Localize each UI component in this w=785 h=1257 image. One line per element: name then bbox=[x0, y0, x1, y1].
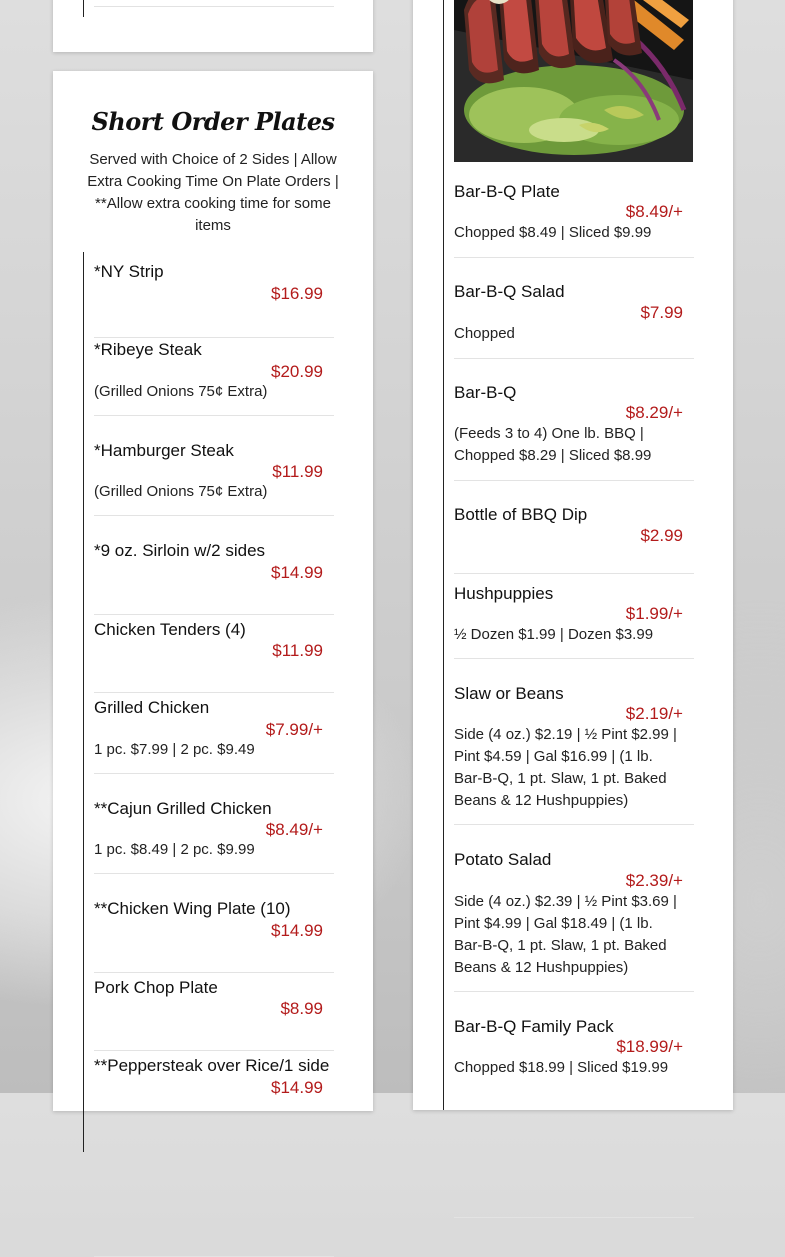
short-order-plates-card bbox=[53, 71, 373, 1111]
item-separator bbox=[94, 1050, 334, 1051]
item-separator bbox=[454, 991, 694, 992]
menu-item-price: $11.99 bbox=[272, 641, 323, 660]
menu-item-description: Chopped bbox=[454, 325, 515, 342]
menu-item-price: $7.99 bbox=[640, 303, 683, 322]
menu-item-price: $2.19/+ bbox=[625, 704, 683, 723]
menu-item-description: 1 pc. $8.49 | 2 pc. $9.99 bbox=[94, 841, 255, 858]
menu-item-name: *Ribeye Steak bbox=[94, 340, 202, 359]
bbq-menu-card bbox=[413, 0, 733, 1110]
menu-item-name: Pork Chop Plate bbox=[94, 978, 218, 997]
section-description: Served with Choice of 2 Sides | Allow Extra Cooking Time On Plate Orders | **Allow extra cooking time for some items bbox=[87, 151, 339, 234]
menu-item-description: (Grilled Onions 75¢ Extra) bbox=[94, 483, 268, 500]
previous-menu-card bbox=[53, 0, 373, 52]
section-title: Short Order Plates bbox=[91, 107, 335, 136]
item-separator bbox=[454, 257, 694, 258]
menu-item-price: $2.39/+ bbox=[625, 871, 683, 890]
menu-item-price: $8.49/+ bbox=[625, 202, 683, 221]
list-divider-line bbox=[443, 0, 444, 1110]
menu-item-price: $8.99 bbox=[280, 999, 323, 1018]
menu-item-name: Grilled Chicken bbox=[94, 698, 210, 717]
menu-item-price: $14.99 bbox=[271, 563, 323, 582]
menu-item-name: Bar-B-Q bbox=[454, 383, 517, 402]
menu-item-name: **Chicken Wing Plate (10) bbox=[94, 899, 291, 918]
item-separator bbox=[454, 480, 694, 481]
menu-item-price: $1.99/+ bbox=[625, 604, 683, 623]
menu-item-price: $2.99 bbox=[640, 526, 683, 545]
item-separator bbox=[94, 972, 334, 973]
menu-item-price: $11.99 bbox=[272, 462, 323, 481]
menu-item-price: $16.99 bbox=[271, 284, 323, 303]
item-separator bbox=[94, 337, 334, 338]
menu-item-name: **Peppersteak over Rice/1 side bbox=[94, 1056, 330, 1075]
menu-item-name: Slaw or Beans bbox=[454, 684, 564, 703]
item-separator bbox=[454, 824, 694, 825]
menu-item-name: *9 oz. Sirloin w/2 sides bbox=[94, 541, 266, 560]
menu-item-name: Hushpuppies bbox=[454, 584, 554, 603]
list-divider-line bbox=[83, 252, 84, 1152]
menu-item-description: Side (4 oz.) $2.19 | ½ Pint $2.99 | Pint $4.59 | Gal $16.99 | (1 lb. Bar-B-Q, 1 pt. Slaw, 1 pt. Baked Beans & 12 Hushpuppies) bbox=[454, 726, 677, 809]
item-separator bbox=[454, 573, 694, 574]
item-separator bbox=[454, 1217, 694, 1218]
menu-item-name: **Cajun Grilled Chicken bbox=[94, 799, 272, 818]
item-separator bbox=[94, 515, 334, 516]
list-divider-line bbox=[83, 0, 84, 17]
menu-item-price: $14.99 bbox=[271, 921, 323, 940]
menu-item-description: (Grilled Onions 75¢ Extra) bbox=[94, 383, 268, 400]
item-separator bbox=[94, 773, 334, 774]
menu-item-name: Bottle of BBQ Dip bbox=[454, 505, 588, 524]
sliced-steak-salad-photo bbox=[454, 0, 693, 162]
menu-item-name: Bar-B-Q Family Pack bbox=[454, 1017, 614, 1036]
menu-item-description: ½ Dozen $1.99 | Dozen $3.99 bbox=[454, 626, 654, 643]
item-separator bbox=[94, 614, 334, 615]
menu-item-price: $7.99/+ bbox=[265, 720, 323, 739]
item-separator bbox=[454, 658, 694, 659]
menu-item-name: Chicken Tenders (4) bbox=[94, 620, 246, 639]
menu-item-name: *NY Strip bbox=[94, 262, 164, 281]
menu-item-price: $20.99 bbox=[271, 362, 323, 381]
menu-item-description: Chopped $18.99 | Sliced $19.99 bbox=[454, 1059, 669, 1076]
item-separator bbox=[94, 692, 334, 693]
menu-item-name: Bar-B-Q Plate bbox=[454, 182, 560, 201]
item-separator bbox=[454, 358, 694, 359]
menu-item-price: $18.99/+ bbox=[616, 1037, 683, 1056]
menu-item-description: (Feeds 3 to 4) One lb. BBQ | Chopped $8.29 | Sliced $8.99 bbox=[454, 425, 652, 464]
menu-item-name: Bar-B-Q Salad bbox=[454, 282, 565, 301]
menu-item-name: Potato Salad bbox=[454, 850, 552, 869]
menu-item-price: $8.29/+ bbox=[625, 403, 683, 422]
menu-item-description: 1 pc. $7.99 | 2 pc. $9.49 bbox=[94, 741, 255, 758]
item-separator bbox=[94, 6, 334, 7]
menu-item-price: $8.49/+ bbox=[265, 820, 323, 839]
menu-item-description: Chopped $8.49 | Sliced $9.99 bbox=[454, 224, 652, 241]
menu-item-description: Side (4 oz.) $2.39 | ½ Pint $3.69 | Pint $4.99 | Gal $18.49 | (1 lb. Bar-B-Q, 1 pt. Slaw, 1 pt. Baked Beans & 12 Hushpuppies) bbox=[454, 893, 677, 976]
item-separator bbox=[94, 873, 334, 874]
item-separator bbox=[94, 415, 334, 416]
menu-item-price: $14.99 bbox=[271, 1078, 323, 1097]
menu-item-name: *Hamburger Steak bbox=[94, 441, 234, 460]
